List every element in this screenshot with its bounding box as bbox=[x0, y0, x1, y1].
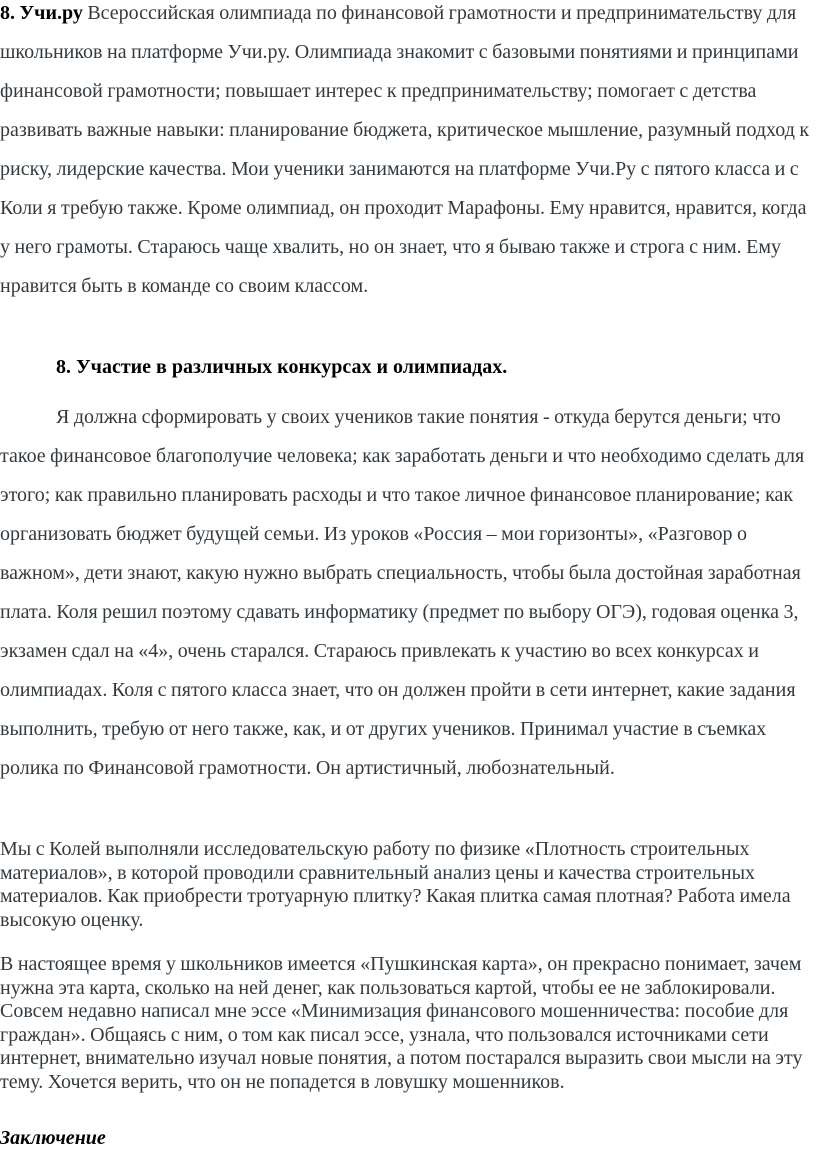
paragraph-uchi-ru-text: Всероссийская олимпиада по финансовой грамотности и предпринимательству для школьников на платформе Учи.ру. Олимпиада знакомит с базовыми понятиями и принципами финансовой грамотности; повышает интерес к предпринимательству; помогает с детства развивать важные навыки: планирование бюджета, критическое мышление, разумный подход к риску, лидерские качества. Мои ученики занимаются на платформе Учи.Ру с пятого класса и с Коли я требую также. Кроме олимпиад, он проходит Марафоны. Ему нравится, нравится, когда у него грамоты. Стараюсь чаще хвалить, но он знает, что я бываю также и строга с ним. Ему нравится быть в команде со своим классом. bbox=[0, 2, 810, 297]
conclusion-heading: Заключение bbox=[0, 1127, 106, 1149]
paragraph-uchi-ru bbox=[0, 0, 816, 306]
paragraph-competitions: Я должна сформировать у своих учеников такие понятия - откуда берутся деньги; что такое финансовое благополучие человека; как заработать деньги и что необходимо сделать для этого; как правильно планировать расходы и что такое личное финансовое планирование; как организовать бюджет будущей семьи. Из уроков «Россия – мои горизонты», «Разговор о важном», дети знают, какую нужно выбрать специальность, чтобы была достойная заработная плата. Коля решил поэтому сдавать информатику (предмет по выбору ОГЭ), годовая оценка 3, экзамен сдал на «4», очень старался. Стараюсь привлекать к участию во всех конкурсах и олимпиадах. Коля с пятого класса знает, что он должен пройти в сети интернет, какие задания выполнить, требую от него также, как, и от других учеников. Принимал участие в съемках ролика по Финансовой грамотности. Он артистичный, любознательный. bbox=[0, 406, 805, 779]
paragraph-pushkin-card: В настоящее время у школьников имеется «Пушкинская карта», он прекрасно понимает, зачем нужна эта карта, сколько на ней денег, как пользоваться картой, чтобы ее не заблокировали. Совсем недавно написал мне эссе «Минимизация финансового мошенничества: пособие для граждан». Общаясь с ним, о том как писал эссе, узнала, что пользовался источниками сети интернет, внимательно изучал новые понятия, а потом постарался выразить свои мысли на эту тему. Хочется верить, что он не попадется в ловушку мошенников. bbox=[0, 953, 803, 1093]
paragraph-research: Мы с Колей выполняли исследовательскую работу по физике «Плотность строительных материалов», в которой проводили сравнительный анализ цены и качества строительных материалов. Как приобрести тротуарную плитку? Какая плитка самая плотная? Работа имела высокую оценку. bbox=[0, 838, 791, 931]
section-label-uchi-ru: 8. Учи.ру bbox=[0, 2, 83, 24]
section-heading-competitions: 8. Участие в различных конкурсах и олимпиадах. bbox=[56, 356, 508, 378]
